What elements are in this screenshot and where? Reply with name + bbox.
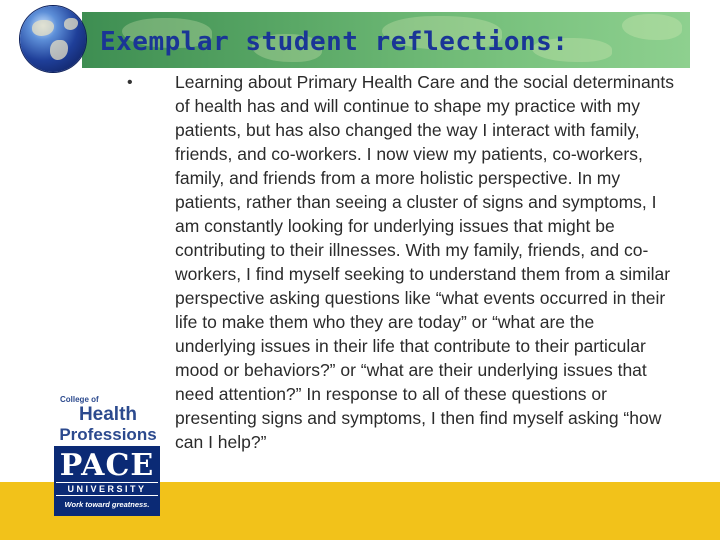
pace-wordmark: PACE (59, 448, 155, 483)
bullet-marker: • (127, 74, 133, 91)
college-line: College of (60, 395, 99, 404)
university-wordmark: UNIVERSITY (56, 482, 158, 496)
college-health-professions-logo (58, 395, 158, 444)
globe-icon (20, 6, 86, 72)
professions-line: Professions (59, 425, 157, 444)
reflection-text: Learning about Primary Health Care and the social determinants of health has and will continue to shape my practice with my patients, but has also changed the way I interact with family, friends, and co-workers. I now view my patients, co-workers, family, and friends from a more holistic perspective. In my patients, rather than seeing a cluster of signs and symptoms, I am constantly looking for underlying issues that might be contributing to their illnesses. With my family, friends, and co-workers, I find myself seeking to understand them from a similar perspective asking questions like “what events occurred in their life to make them who they are today” or “what are the underlying issues in their life that contribute to their particular mood or behaviors?” or “what are their underlying issues that need attention?” In response to all of these questions or presenting signs and symptoms, I then find myself asking “how can I help?” (175, 72, 675, 452)
health-line: Health (78, 404, 138, 425)
pace-tagline: Work toward greatness. (64, 500, 150, 509)
map-texture (622, 14, 682, 40)
pace-university-logo (54, 446, 160, 516)
slide-title: Exemplar student reflections: (100, 27, 569, 57)
